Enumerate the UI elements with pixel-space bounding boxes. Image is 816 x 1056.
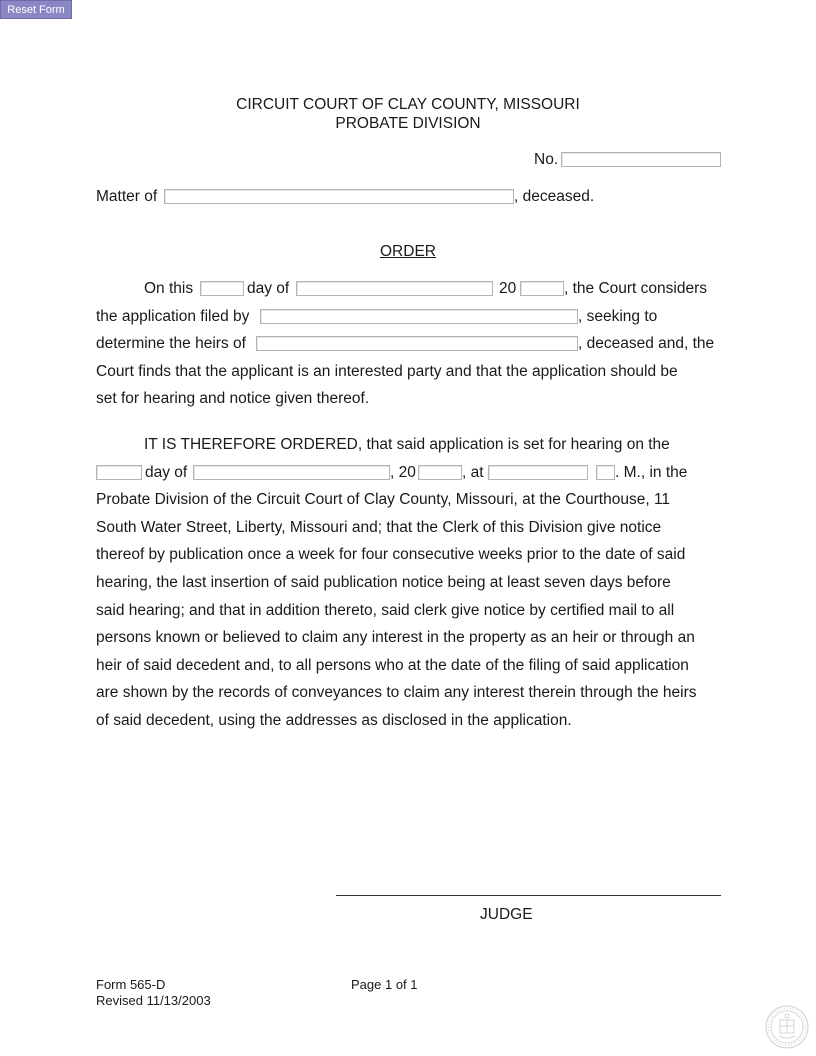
order-year-input[interactable] [520, 281, 564, 296]
hearing-year-input[interactable] [418, 465, 462, 480]
case-number-label: No. [534, 151, 559, 168]
paragraph2-line: of said decedent, using the addresses as disclosed in the application. [96, 712, 572, 729]
application-filed-by-text: the application filed by [96, 308, 250, 325]
paragraph2-line: are shown by the records of conveyances to claim any interest therein through the heirs [96, 684, 697, 701]
deceased-suffix: , deceased. [514, 188, 595, 205]
paragraph2-line: Probate Division of the Circuit Court of Clay County, Missouri, at the Courthouse, 11 [96, 491, 671, 508]
paragraph2-line: thereof by publication once a week for four consecutive weeks prior to the date of said [96, 546, 686, 563]
year-prefix-text: 20 [499, 280, 517, 297]
hearing-time-input[interactable] [488, 465, 588, 480]
judge-signature-line [336, 895, 721, 896]
court-heading: CIRCUIT COURT OF CLAY COUNTY, MISSOURI [236, 96, 580, 113]
court-considers-text: , the Court considers [564, 280, 708, 297]
hearing-year-prefix: , 20 [390, 464, 416, 481]
applicant-input[interactable] [260, 309, 578, 324]
case-number-input[interactable] [561, 152, 721, 167]
decedent-input[interactable] [256, 336, 578, 351]
division-heading: PROBATE DIVISION [335, 115, 481, 132]
form-number: Form 565-D [96, 977, 166, 992]
page-number: Page 1 of 1 [351, 977, 418, 992]
therefore-ordered-text: IT IS THEREFORE ORDERED, that said application is set for hearing on the [144, 436, 670, 453]
court-seal-icon [765, 1005, 809, 1049]
matter-of-label: Matter of [96, 188, 158, 205]
paragraph2-line: heir of said decedent and, to all persons who at the date of the filing of said application [96, 657, 689, 674]
deceased-and-the-text: , deceased and, the [578, 335, 715, 352]
hearing-meridiem-input[interactable] [596, 465, 615, 480]
paragraph2-line: said hearing; and that in addition thereto, said clerk give notice by certified mail to all [96, 602, 675, 619]
paragraph2-line: hearing, the last insertion of said publication notice being at least seven days before [96, 574, 671, 591]
matter-of-input[interactable] [164, 189, 514, 204]
order-day-input[interactable] [200, 281, 244, 296]
hearing-month-input[interactable] [193, 465, 390, 480]
paragraph2-line: persons known or believed to claim any interest in the property as an heir or through an [96, 629, 695, 646]
hearing-day-input[interactable] [96, 465, 142, 480]
hearing-day-of-text: day of [145, 464, 188, 481]
meridiem-suffix-text: . M., in the [615, 464, 688, 481]
day-of-text: day of [247, 280, 290, 297]
order-month-input[interactable] [296, 281, 493, 296]
on-this-text: On this [144, 280, 194, 297]
order-title: ORDER [380, 243, 436, 260]
reset-form-button[interactable]: Reset Form [0, 0, 72, 19]
paragraph1-line5: set for hearing and notice given thereof. [96, 390, 370, 407]
determine-heirs-text: determine the heirs of [96, 335, 246, 352]
paragraph2-line: South Water Street, Liberty, Missouri and; that the Clerk of this Division give notice [96, 519, 662, 536]
seeking-to-text: , seeking to [578, 308, 658, 325]
at-text: , at [462, 464, 484, 481]
judge-label: JUDGE [480, 906, 533, 923]
revised-date: Revised 11/13/2003 [96, 993, 211, 1008]
paragraph1-line4: Court finds that the applicant is an interested party and that the application should be [96, 363, 678, 380]
